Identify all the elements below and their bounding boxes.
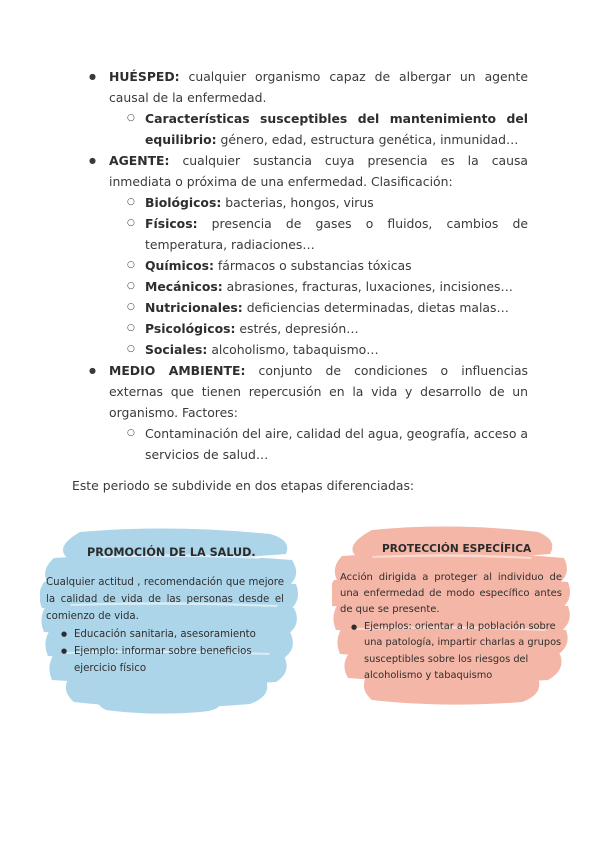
subitem-agent-1 bbox=[109, 213, 528, 255]
subterm: Biológicos: bbox=[145, 195, 222, 210]
subtext: fármacos o substancias tóxicas bbox=[213, 258, 412, 273]
subtext: género, edad, estructura genética, inmunidad… bbox=[216, 132, 519, 147]
sublist-host bbox=[109, 108, 528, 150]
subitem-agent-5 bbox=[109, 318, 528, 339]
subterm: Mecánicos: bbox=[145, 279, 223, 294]
list-item-host bbox=[88, 66, 528, 150]
subtext: alcoholismo, tabaquismo… bbox=[207, 342, 379, 357]
sublist-agent bbox=[109, 192, 528, 360]
subtext: Contaminación del aire, calidad del agua, geografía, acceso a servicios de salud… bbox=[145, 426, 528, 462]
card-bullet bbox=[58, 643, 284, 677]
sublist-environment bbox=[109, 423, 528, 465]
card-promotion bbox=[40, 522, 302, 714]
text-environment: conjunto de condiciones o influencias externas que tienen repercusión en la vida y desarrollo de un organismo. Factores: bbox=[109, 363, 528, 420]
card-bullet bbox=[58, 626, 284, 643]
term-host: HUÉSPED: bbox=[109, 69, 180, 84]
subitem-agent-0 bbox=[109, 192, 528, 213]
card-body-promotion: Cualquier actitud , recomendación que mejore la calidad de vida de las personas desde el comienzo de vida. bbox=[46, 577, 284, 623]
list-item-environment bbox=[88, 360, 528, 465]
subterm: Nutricionales: bbox=[145, 300, 243, 315]
text-agent: cualquier sustancia cuya presencia es la causa inmediata o próxima de una enfermedad. Clasificación: bbox=[109, 153, 528, 189]
subtext: abrasiones, fracturas, luxaciones, incisiones… bbox=[222, 279, 513, 294]
card-bullet bbox=[348, 619, 562, 685]
subitem-host-0 bbox=[109, 108, 528, 150]
card-protection bbox=[332, 520, 572, 710]
card-bullets-protection bbox=[348, 619, 562, 685]
subtext: estrés, depresión… bbox=[235, 321, 359, 336]
subterm: Sociales: bbox=[145, 342, 208, 357]
factor-list bbox=[88, 66, 528, 465]
bullet-text: Educación sanitaria, asesoramiento bbox=[74, 628, 256, 640]
subterm: Características susceptibles del mantenimiento del equilibrio: bbox=[145, 111, 528, 147]
subterm: Psicológicos: bbox=[145, 321, 236, 336]
subtext: bacterias, hongos, virus bbox=[221, 195, 374, 210]
list-item-agent bbox=[88, 150, 528, 360]
subitem-environment-0 bbox=[109, 423, 528, 465]
card-title-protection: PROTECCIÓN ESPECÍFICA bbox=[382, 543, 532, 555]
subterm: Físicos: bbox=[145, 216, 198, 231]
text-host: cualquier organismo capaz de albergar un agente causal de la enfermedad. bbox=[109, 69, 528, 105]
subtext: deficiencias determinadas, dietas malas… bbox=[242, 300, 509, 315]
bullet-text: informar sobre beneficios ejercicio físico bbox=[74, 645, 252, 675]
subitem-agent-4 bbox=[109, 297, 528, 318]
term-agent: AGENTE: bbox=[109, 153, 170, 168]
bullet-text: Ejemplos: orientar a la población sobre una patología, impartir charlas a grupos susceptibles sobre los riesgos del alcoholismo y tabaquismo bbox=[364, 620, 562, 682]
subtext: presencia de gases o fluidos, cambios de temperatura, radiaciones… bbox=[145, 216, 528, 252]
intro-sentence: Este periodo se subdivide en dos etapas diferenciadas: bbox=[72, 478, 415, 493]
subitem-agent-6 bbox=[109, 339, 528, 360]
card-body-protection: Acción dirigida a proteger al individuo de una enfermedad de modo específico antes de que se presente. bbox=[340, 572, 562, 616]
card-title-promotion: PROMOCIÓN DE LA SALUD. bbox=[87, 546, 256, 559]
subterm: Químicos: bbox=[145, 258, 214, 273]
subitem-agent-3 bbox=[109, 276, 528, 297]
bullet-term: Ejemplo: bbox=[74, 645, 119, 657]
term-environment: MEDIO AMBIENTE: bbox=[109, 363, 246, 378]
subitem-agent-2 bbox=[109, 255, 528, 276]
card-bullets-promotion bbox=[58, 626, 284, 678]
